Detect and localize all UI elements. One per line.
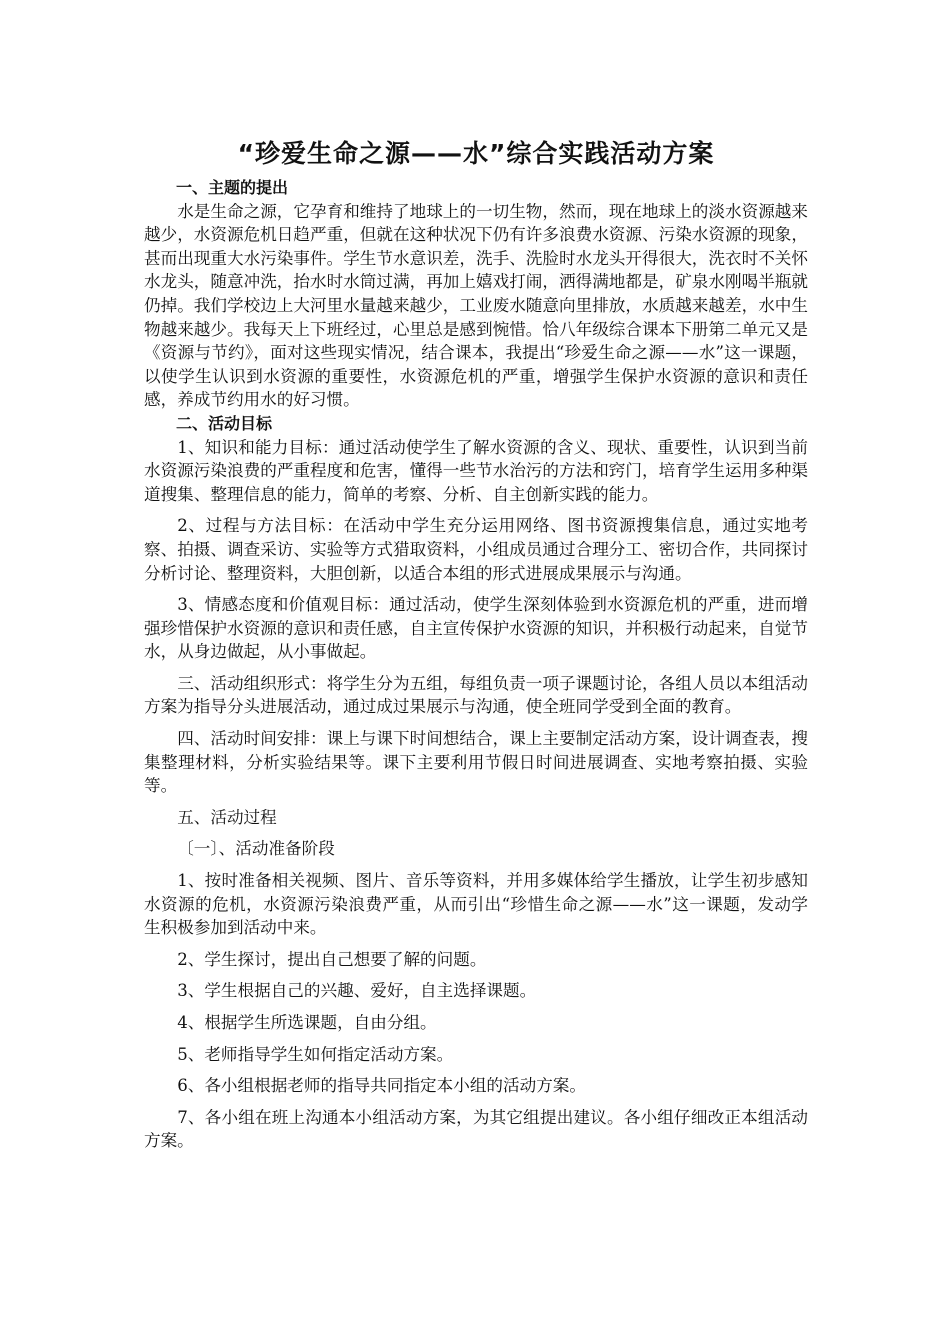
- paragraph-goal-process: 2、过程与方法目标：在活动中学生充分运用网络、图书资源搜集信息，通过实地考察、拍摄、调查采访、实验等方式猎取资料，小组成员通过合理分工、密切合作，共同探讨分析讨论、整理资料，大胆创新，以适合本组的形式进展成果展示与沟通。: [144, 516, 808, 583]
- section-heading-goals: 二、活动目标: [176, 413, 273, 433]
- section-heading-process: 五、活动过程: [177, 807, 277, 827]
- paragraph-schedule: 四、活动时间安排：课上与课下时间想结合，课上主要制定活动方案，设计调查表，搜集整理材料，分析实验结果等。课下主要利用节假日时间进展调查、实地考察拍摄、实验等。: [144, 729, 808, 796]
- paragraph-topic-body: 水是生命之源，它孕育和维持了地球上的一切生物，然而，现在地球上的淡水资源越来越少，水资源危机日趋严重，但就在这种状况下仍有许多浪费水资源、污染水资源的现象，甚而出现重大水污染事件。学生节水意识差，洗手、洗脸时水龙头开得很大，洗衣时不关怀水龙头，随意冲洗，抬水时水筒过满，再加上嬉戏打闹，洒得满地都是，矿泉水刚喝半瓶就仍掉。我们学校边上大河里水量越来越少，工业废水随意向里排放，水质越来越差，水中生物越来越少。我每天上下班经过，心里总是感到惋惜。恰八年级综合课本下册第二单元又是《资源与节约》，面对这些现实情况，结合课本，我提出“珍爱生命之源——水”这一课题，以使学生认识到水资源的重要性，水资源危机的严重，增强学生保护水资源的意识和责任感，养成节约用水的好习惯。: [144, 201, 808, 410]
- document-title: “珍爱生命之源——水”综合实践活动方案: [237, 139, 715, 168]
- list-item-prep-2: 2、学生探讨，提出自己想要了解的问题。: [177, 949, 487, 969]
- document-page: [144, 136, 808, 1153]
- list-item-prep-6: 6、各小组根据老师的指导共同指定本小组的活动方案。: [177, 1076, 586, 1096]
- paragraph-goal-knowledge: 1、知识和能力目标：通过活动使学生了解水资源的含义、现状、重要性，认识到当前水资源污染浪费的严重程度和危害，懂得一些节水治污的方法和窍门，培育学生运用多种渠道搜集、整理信息的能力，简单的考察、分析、自主创新实践的能力。: [144, 437, 808, 504]
- subheading-preparation: 〔一〕、活动准备阶段: [177, 839, 335, 859]
- list-item-prep-7: 7、各小组在班上沟通本小组活动方案，为其它组提出建议。各小组仔细改正本组活动方案。: [144, 1107, 808, 1151]
- list-item-prep-1: 1、按时准备相关视频、图片、音乐等资料，并用多媒体给学生播放，让学生初步感知水资源的危机，水资源污染浪费严重，从而引出“珍惜生命之源——水”这一课题，发动学生积极参加到活动中来。: [144, 871, 808, 938]
- list-item-prep-5: 5、老师指导学生如何指定活动方案。: [177, 1044, 454, 1064]
- paragraph-organization: 三、活动组织形式：将学生分为五组，每组负责一项子课题讨论，各组人员以本组活动方案为指导分头进展活动，通过成过果展示与沟通，使全班同学受到全面的教育。: [144, 673, 808, 717]
- paragraph-goal-emotion: 3、情感态度和价值观目标：通过活动，使学生深刻体验到水资源危机的严重，进而增强珍惜保护水资源的意识和责任感，自主宣传保护水资源的知识，并积极行动起来，自觉节水，从身边做起，从小事做起。: [144, 595, 808, 662]
- list-item-prep-4: 4、根据学生所选课题，自由分组。: [177, 1013, 437, 1032]
- section-heading-topic: 一、主题的提出: [176, 178, 289, 197]
- list-item-prep-3: 3、学生根据自己的兴趣、爱好，自主选择课题。: [177, 981, 537, 1001]
